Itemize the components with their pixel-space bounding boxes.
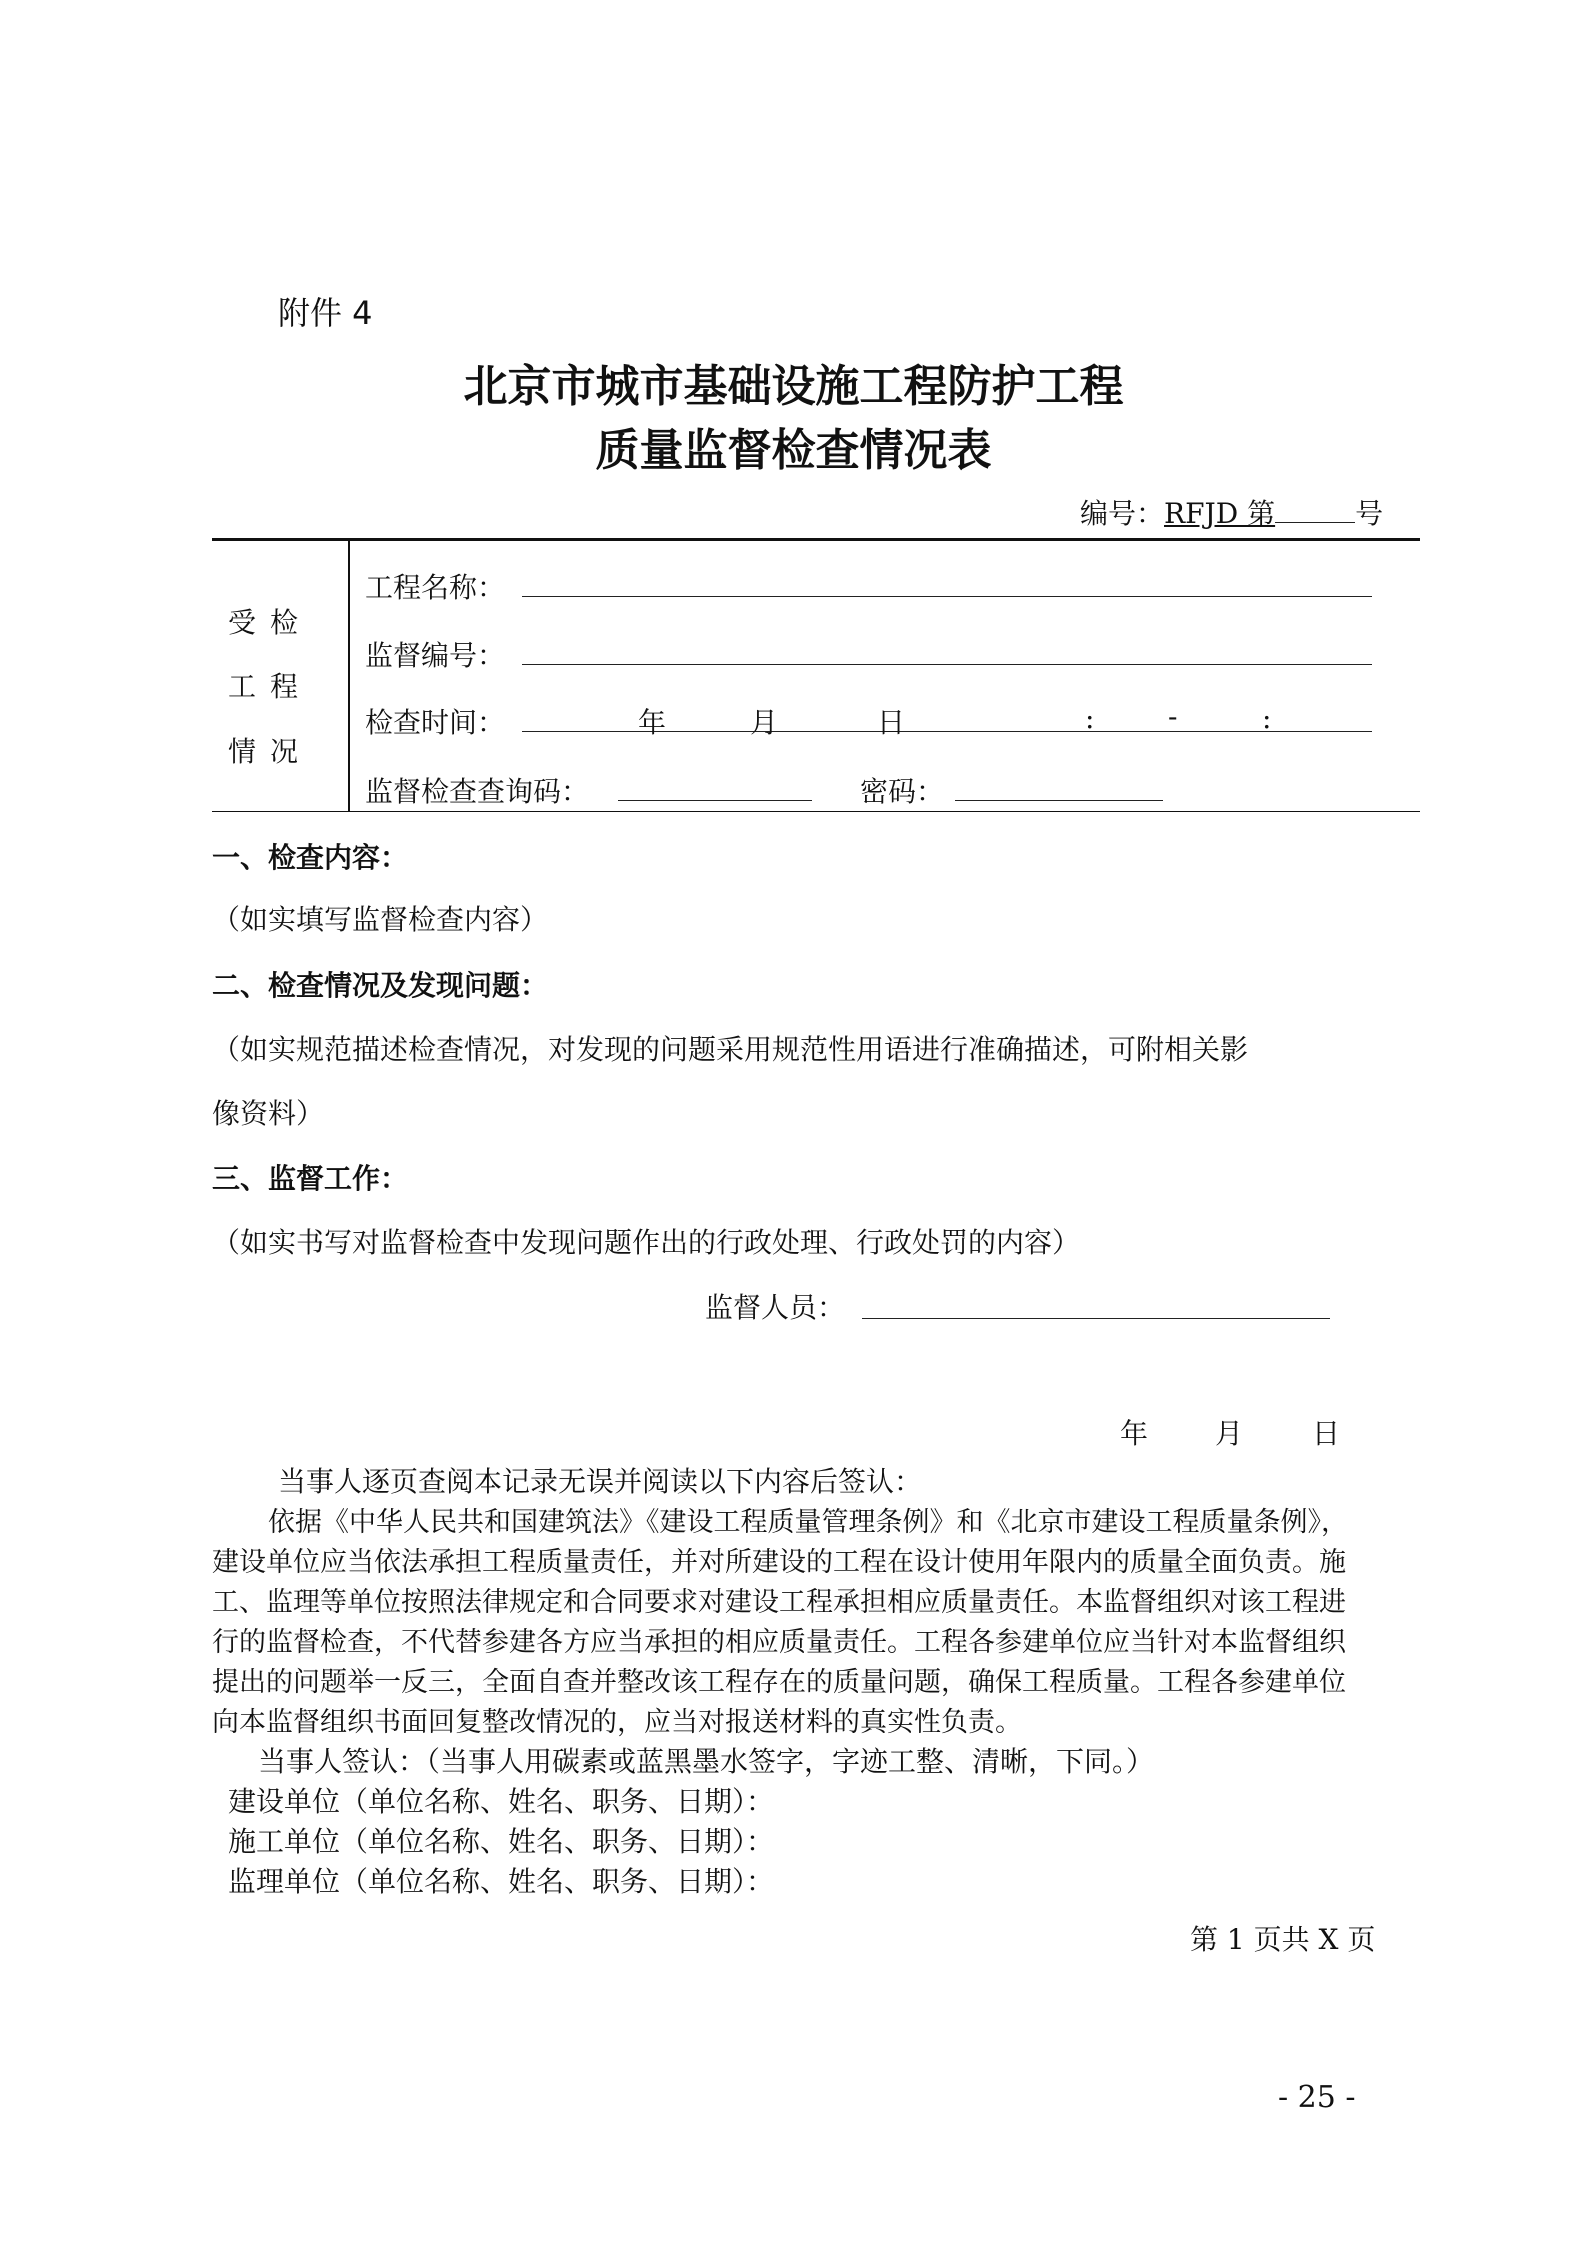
sign-instruction: 当事人签认：（当事人用碳素或蓝黑墨水签字，字迹工整、清晰，下同。） <box>258 1745 1155 1778</box>
project-name-field[interactable] <box>522 596 1372 597</box>
acknowledgement-para-line-3: 工、监理等单位按照法律规定和合同要求对建设工程承担相应质量责任。本监督组织对该工程进 <box>212 1587 1346 1618</box>
table-top-border <box>212 538 1420 541</box>
query-code-field[interactable] <box>618 800 812 801</box>
section-2-text-line-2: 像资料） <box>212 1097 325 1130</box>
acknowledgement-para-line-5: 提出的问题举一反三，全面自查并整改该工程存在的质量问题，确保工程质量。工程各参建单位 <box>212 1667 1346 1698</box>
supervision-unit-signature: 监理单位（单位名称、姓名、职务、日期）： <box>228 1865 775 1898</box>
supervisor-year-label: 年 <box>1120 1417 1149 1450</box>
section-3-text: （如实书写对监督检查中发现问题作出的行政处理、行政处罚的内容） <box>212 1226 1081 1259</box>
section-2-text-line-1: （如实规范描述检查情况，对发现的问题采用规范性用语进行准确描述，可附相关影 <box>212 1033 1249 1066</box>
acknowledgement-para-line-6: 向本监督组织书面回复整改情况的，应当对报送材料的真实性负责。 <box>212 1707 1022 1738</box>
acknowledgement-para-line-1: 依据《中华人民共和国建筑法》《建设工程质量管理条例》和《北京市建设工程质量条例》， <box>268 1507 1348 1538</box>
acknowledgement-para-line-2: 建设单位应当依法承担工程质量责任，并对所建设的工程在设计使用年限内的质量全面负责。施 <box>212 1547 1346 1578</box>
page-number: - 25 - <box>1278 2080 1356 2115</box>
supervisor-label: 监督人员： <box>705 1291 846 1324</box>
side-label-line-3: 情况 <box>228 735 313 768</box>
supervision-number-field[interactable] <box>522 664 1372 665</box>
side-label-line-1: 受检 <box>228 606 313 639</box>
serial-blank[interactable] <box>1275 500 1355 523</box>
title-line-1: 北京市城市基础设施工程防护工程 <box>463 361 1124 412</box>
section-2-heading: 二、检查情况及发现问题： <box>212 969 549 1002</box>
acknowledgement-intro: 当事人逐页查阅本记录无误并阅读以下内容后签认： <box>278 1465 923 1498</box>
section-1-heading: 一、检查内容： <box>212 841 409 874</box>
section-1-text: （如实填写监督检查内容） <box>212 903 549 936</box>
supervisor-signature-field[interactable] <box>862 1318 1330 1319</box>
serial-suffix: 号 <box>1355 497 1384 530</box>
construction-unit-signature: 建设单位（单位名称、姓名、职务、日期）： <box>228 1785 775 1818</box>
inspection-colon-1: : <box>1085 702 1095 735</box>
acknowledgement-para-line-4: 行的监督检查，不代替参建各方应当承担的相应质量责任。工程各参建单位应当针对本监督组织 <box>212 1627 1346 1658</box>
serial-number <box>1080 492 1383 532</box>
password-label: 密码： <box>860 775 945 808</box>
section-3-heading: 三、监督工作： <box>212 1162 409 1195</box>
inspection-colon-2: : <box>1262 702 1272 735</box>
project-name-label: 工程名称： <box>365 571 506 604</box>
inspection-month-label: 月 <box>750 706 779 739</box>
side-label-line-2: 工程 <box>228 670 313 703</box>
inspection-year-label: 年 <box>638 706 667 739</box>
title-line-2: 质量监督检查情况表 <box>595 425 992 476</box>
contractor-unit-signature: 施工单位（单位名称、姓名、职务、日期）： <box>228 1825 775 1858</box>
password-field[interactable] <box>955 800 1163 801</box>
serial-prefix: RFJD 第 <box>1164 497 1276 530</box>
inspection-dash: - <box>1168 700 1178 733</box>
query-code-label: 监督检查查询码： <box>365 775 590 808</box>
supervisor-day-label: 日 <box>1312 1417 1341 1450</box>
serial-label: 编号： <box>1080 497 1165 530</box>
supervisor-month-label: 月 <box>1215 1417 1244 1450</box>
table-column-divider <box>348 540 350 812</box>
inspection-time-label: 检查时间： <box>365 706 506 739</box>
page-of: 第 1 页共 X 页 <box>1190 1923 1376 1956</box>
inspection-day-label: 日 <box>877 706 906 739</box>
attachment-label: 附件 4 <box>278 294 373 332</box>
table-bottom-border <box>212 811 1420 812</box>
supervision-number-label: 监督编号： <box>365 639 506 672</box>
